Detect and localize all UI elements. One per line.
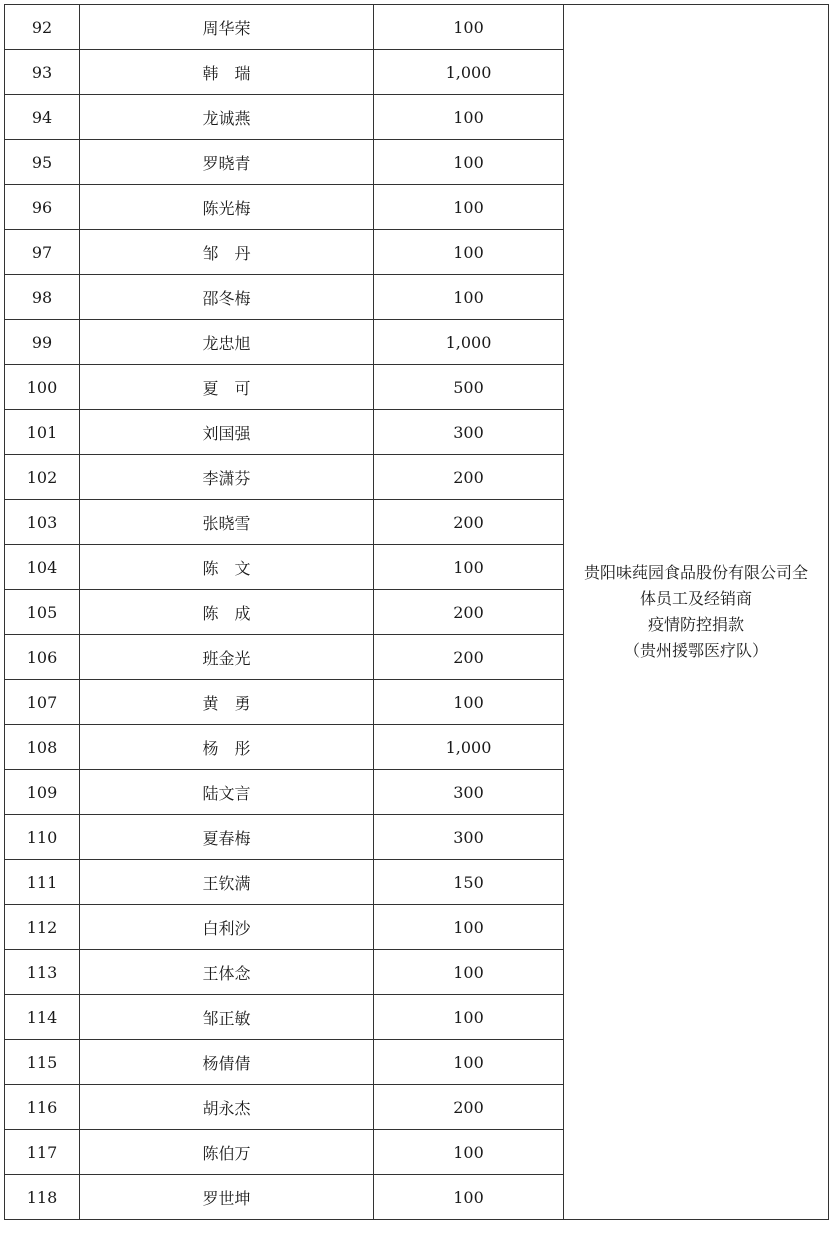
donation-amount-cell: 100 (374, 275, 564, 320)
row-number-cell: 114 (5, 995, 80, 1040)
donor-name-cell: 陈伯万 (80, 1130, 374, 1175)
donor-name-cell: 杨 彤 (80, 725, 374, 770)
donation-amount-cell: 100 (374, 1130, 564, 1175)
row-number-cell: 103 (5, 500, 80, 545)
remark-line: （贵州援鄂医疗队） (623, 641, 768, 660)
donor-name-cell: 胡永杰 (80, 1085, 374, 1130)
donation-table-body (5, 5, 829, 1220)
donor-name-cell: 罗晓青 (80, 140, 374, 185)
donation-amount-cell: 150 (374, 860, 564, 905)
donor-name-cell: 邹 丹 (80, 230, 374, 275)
donation-amount-cell: 200 (374, 500, 564, 545)
donation-amount-cell: 100 (374, 140, 564, 185)
row-number-cell: 105 (5, 590, 80, 635)
donation-amount-cell: 200 (374, 635, 564, 680)
donor-name-cell: 李潇芬 (80, 455, 374, 500)
donor-name-cell: 夏春梅 (80, 815, 374, 860)
donation-amount-cell: 1,000 (374, 725, 564, 770)
donation-amount-cell: 200 (374, 1085, 564, 1130)
donation-amount-cell: 100 (374, 1040, 564, 1085)
row-number-cell: 92 (5, 5, 80, 50)
row-number-cell: 108 (5, 725, 80, 770)
donation-table (4, 4, 829, 1220)
row-number-cell: 96 (5, 185, 80, 230)
row-number-cell: 101 (5, 410, 80, 455)
donation-amount-cell: 1,000 (374, 320, 564, 365)
donor-name-cell: 邵冬梅 (80, 275, 374, 320)
remark-line: 体员工及经销商 (639, 589, 752, 608)
donor-name-cell: 邹正敏 (80, 995, 374, 1040)
donation-amount-cell: 100 (374, 545, 564, 590)
row-number-cell: 94 (5, 95, 80, 140)
row-number-cell: 113 (5, 950, 80, 995)
donor-name-cell: 陆文言 (80, 770, 374, 815)
donor-name-cell: 刘国强 (80, 410, 374, 455)
row-number-cell: 99 (5, 320, 80, 365)
row-number-cell: 116 (5, 1085, 80, 1130)
donation-amount-cell: 100 (374, 1175, 564, 1220)
donor-name-cell: 韩 瑞 (80, 50, 374, 95)
row-number-cell: 98 (5, 275, 80, 320)
donation-amount-cell: 300 (374, 815, 564, 860)
donor-name-cell: 班金光 (80, 635, 374, 680)
donation-amount-cell: 100 (374, 995, 564, 1040)
row-number-cell: 109 (5, 770, 80, 815)
donor-name-cell: 陈 文 (80, 545, 374, 590)
donation-amount-cell: 200 (374, 590, 564, 635)
donor-name-cell: 白利沙 (80, 905, 374, 950)
donor-name-cell: 王体念 (80, 950, 374, 995)
row-number-cell: 97 (5, 230, 80, 275)
donation-amount-cell: 100 (374, 95, 564, 140)
donor-name-cell: 陈光梅 (80, 185, 374, 230)
row-number-cell: 115 (5, 1040, 80, 1085)
donor-name-cell: 周华荣 (80, 5, 374, 50)
row-number-cell: 111 (5, 860, 80, 905)
donation-amount-cell: 200 (374, 455, 564, 500)
table-row (5, 5, 829, 50)
row-number-cell: 118 (5, 1175, 80, 1220)
remark-line: 贵阳味莼园食品股份有限公司全 (583, 563, 808, 582)
donation-amount-cell: 100 (374, 680, 564, 725)
donation-amount-cell: 100 (374, 230, 564, 275)
donor-name-cell: 杨倩倩 (80, 1040, 374, 1085)
donation-amount-cell: 100 (374, 905, 564, 950)
row-number-cell: 110 (5, 815, 80, 860)
donor-name-cell: 龙忠旭 (80, 320, 374, 365)
donation-amount-cell: 100 (374, 5, 564, 50)
donor-name-cell: 黄 勇 (80, 680, 374, 725)
row-number-cell: 106 (5, 635, 80, 680)
donation-amount-cell: 300 (374, 770, 564, 815)
row-number-cell: 112 (5, 905, 80, 950)
donation-amount-cell: 100 (374, 185, 564, 230)
donor-name-cell: 龙诚燕 (80, 95, 374, 140)
donation-amount-cell: 100 (374, 950, 564, 995)
donation-amount-cell: 1,000 (374, 50, 564, 95)
row-number-cell: 117 (5, 1130, 80, 1175)
row-number-cell: 93 (5, 50, 80, 95)
donation-amount-cell: 500 (374, 365, 564, 410)
donor-name-cell: 陈 成 (80, 590, 374, 635)
donor-name-cell: 王钦满 (80, 860, 374, 905)
row-number-cell: 104 (5, 545, 80, 590)
donor-name-cell: 罗世坤 (80, 1175, 374, 1220)
row-number-cell: 95 (5, 140, 80, 185)
donation-amount-cell: 300 (374, 410, 564, 455)
donor-name-cell: 张晓雪 (80, 500, 374, 545)
row-number-cell: 102 (5, 455, 80, 500)
donor-name-cell: 夏 可 (80, 365, 374, 410)
remark-cell (564, 5, 829, 1220)
remark-line: 疫情防控捐款 (647, 615, 744, 634)
row-number-cell: 107 (5, 680, 80, 725)
row-number-cell: 100 (5, 365, 80, 410)
